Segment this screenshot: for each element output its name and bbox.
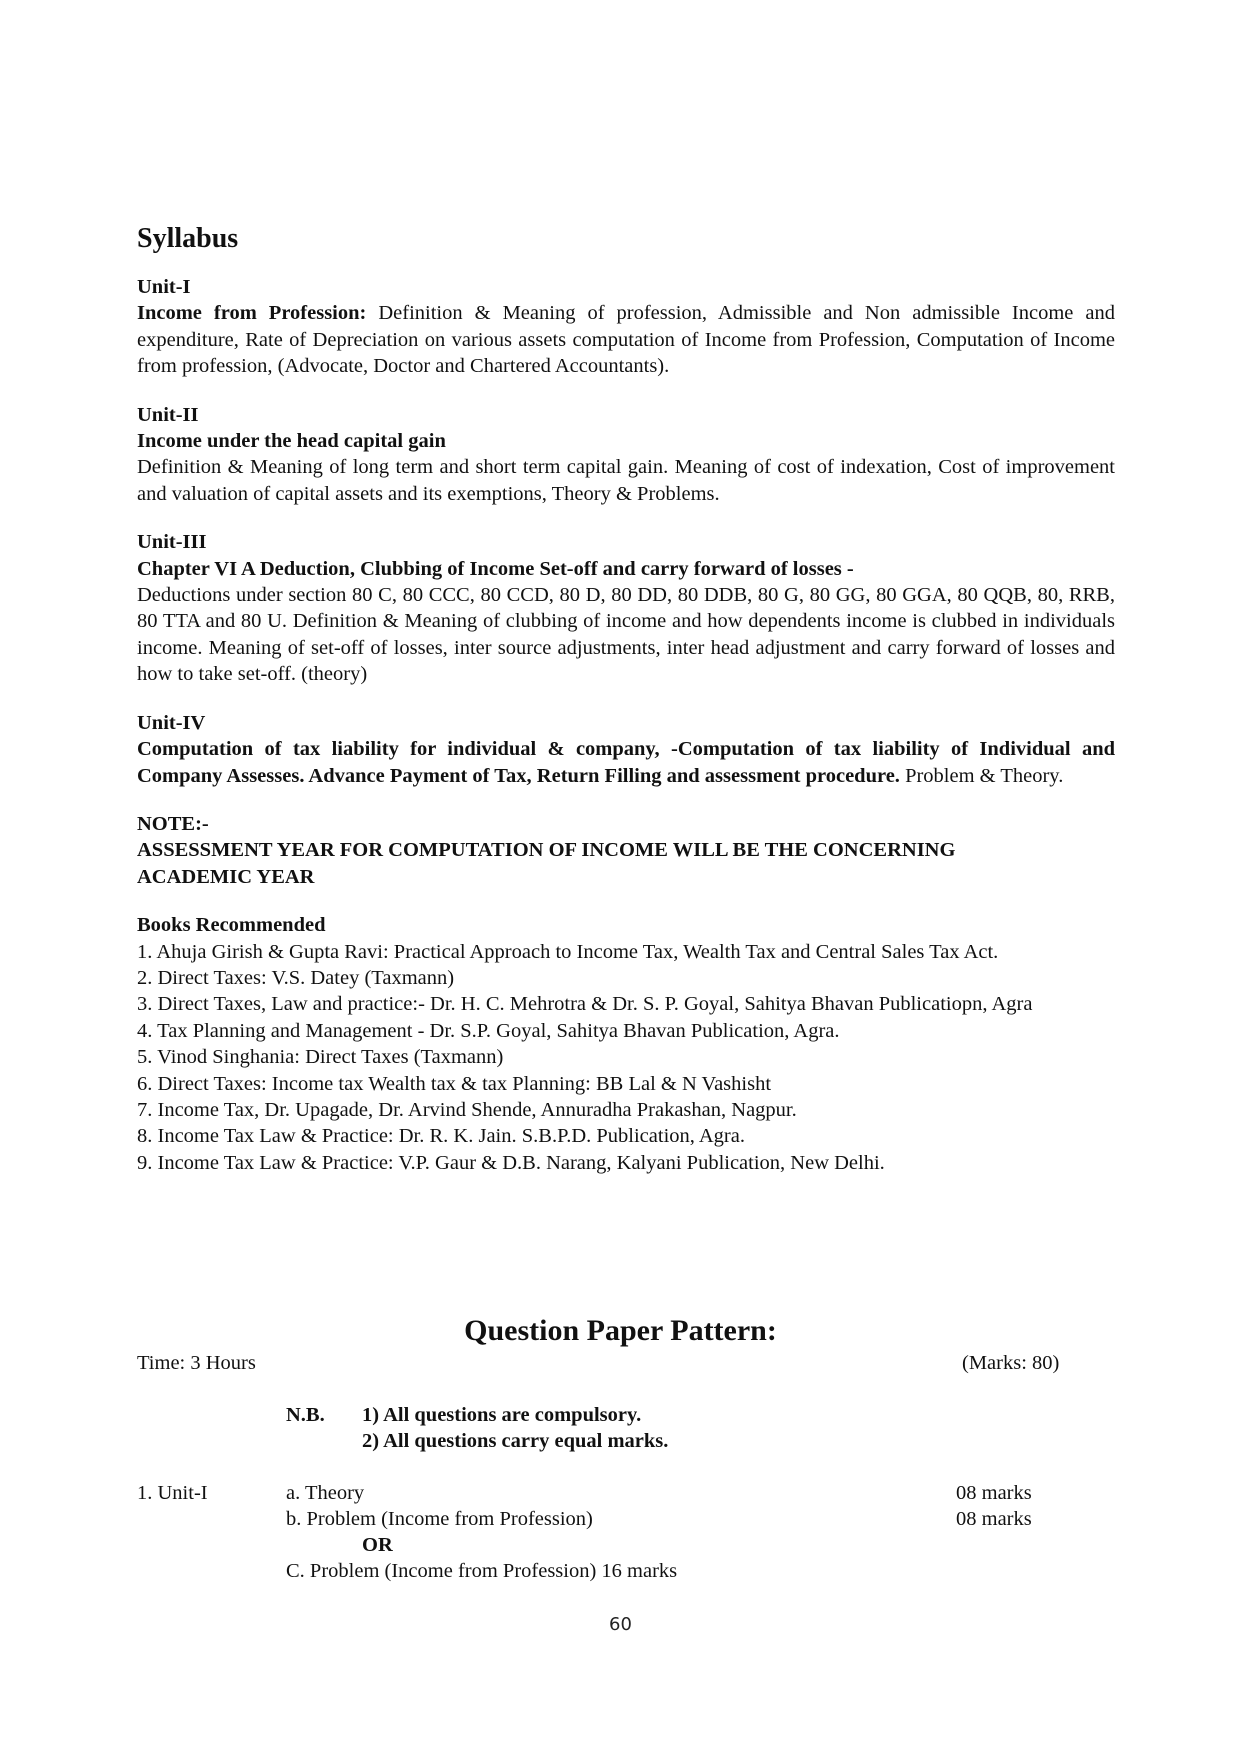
note-heading: NOTE:-: [137, 812, 209, 835]
question-1-part-b: b. Problem (Income from Profession): [286, 1508, 593, 1530]
unit-4-lead: Computation of tax liability for individual & company, -Computation of tax liability of Individual and Company Assesses. Advance Payment of Tax, Return Filling and assessment procedure.: [137, 738, 1115, 787]
question-1-label: 1. Unit-I: [137, 1482, 208, 1504]
book-item: 5. Vinod Singhania: Direct Taxes (Taxmann): [137, 1046, 504, 1069]
unit-2-subheading: Income under the head capital gain: [137, 430, 446, 453]
syllabus-content: [137, 222, 1115, 1176]
book-item: 2. Direct Taxes: V.S. Datey (Taxmann): [137, 966, 455, 989]
unit-4-body: [137, 736, 1115, 789]
unit-3-section: [137, 529, 1115, 687]
unit-3-subheading: Chapter VI A Deduction, Clubbing of Income Set-off and carry forward of losses -: [137, 557, 854, 580]
books-list: [137, 939, 1115, 1177]
unit-2-section: [137, 402, 1115, 508]
page-title: Syllabus: [137, 223, 239, 254]
books-heading: Books Recommended: [137, 914, 326, 937]
nb-instruction-1: 1) All questions are compulsory.: [362, 1404, 642, 1426]
unit-1-lead: Income from Profession:: [137, 302, 367, 325]
book-item: 7. Income Tax, Dr. Upagade, Dr. Arvind Shende, Annuradha Prakashan, Nagpur.: [137, 1098, 797, 1121]
unit-1-section: [137, 274, 1115, 380]
unit-1-text: Definition & Meaning of profession, Admissible and Non admissible Income and expenditure, Rate of Depreciation on various assets computation of Income from Profession, Computation of Income from profession, (Advocate, Doctor and Chartered Accountants).: [137, 302, 1116, 378]
note-text: ASSESSMENT YEAR FOR COMPUTATION OF INCOME WILL BE THE CONCERNING ACADEMIC YEAR: [137, 839, 956, 888]
time-label: Time: 3 Hours: [137, 1352, 256, 1374]
book-item: 4. Tax Planning and Management - Dr. S.P. Goyal, Sahitya Bhavan Publication, Agra.: [137, 1019, 840, 1042]
unit-4-section: [137, 710, 1115, 789]
book-item: 1. Ahuja Girish & Gupta Ravi: Practical Approach to Income Tax, Wealth Tax and Central Sales Tax Act.: [137, 940, 999, 963]
question-1-part-a-marks: 08 marks: [956, 1482, 1032, 1504]
nb-instruction-2: 2) All questions carry equal marks.: [362, 1430, 669, 1452]
note-section: [137, 811, 1115, 890]
book-item: 3. Direct Taxes, Law and practice:- Dr. H. C. Mehrotra & Dr. S. P. Goyal, Sahitya Bhavan Publicatiopn, Agra: [137, 993, 1033, 1016]
unit-3-heading: Unit-III: [137, 531, 207, 554]
marks-label: (Marks: 80): [962, 1352, 1060, 1374]
unit-1-heading: Unit-I: [137, 276, 191, 298]
question-1-part-b-marks: 08 marks: [956, 1508, 1032, 1530]
unit-1-body: [137, 300, 1115, 379]
unit-4-heading: Unit-IV: [137, 711, 206, 734]
question-1-part-a: a. Theory: [286, 1482, 365, 1504]
question-1-part-c: C. Problem (Income from Profession) 16 marks: [286, 1560, 678, 1582]
unit-3-text: Deductions under section 80 C, 80 CCC, 80 CCD, 80 D, 80 DD, 80 DDB, 80 G, 80 GG, 80 GGA, 80 QQB, 80, RRB, 80 TTA and 80 U. Definition & Meaning of clubbing of income and how dependents income is clubbed in individuals income. Meaning of set-off of losses, inter source adjustments, inter head adjustment and carry forward of losses and how to take set-off. (theory): [137, 584, 1115, 686]
or-label: OR: [362, 1534, 393, 1556]
nb-label: N.B.: [286, 1404, 325, 1426]
unit-2-text: Definition & Meaning of long term and short term capital gain. Meaning of cost of indexation, Cost of improvement and valuation of capital assets and its exemptions, Theory & Problems.: [137, 456, 1115, 505]
book-item: 6. Direct Taxes: Income tax Wealth tax & tax Planning: BB Lal & N Vashisht: [137, 1072, 772, 1095]
unit-2-heading: Unit-II: [137, 403, 199, 426]
unit-4-text: Problem & Theory.: [899, 764, 1064, 787]
book-item: 9. Income Tax Law & Practice: V.P. Gaur & D.B. Narang, Kalyani Publication, New Delhi.: [137, 1151, 885, 1174]
question-paper-pattern-title: Question Paper Pattern:: [464, 1314, 777, 1347]
page-number: 60: [609, 1614, 632, 1635]
book-item: 8. Income Tax Law & Practice: Dr. R. K. Jain. S.B.P.D. Publication, Agra.: [137, 1125, 745, 1148]
books-section: [137, 912, 1115, 1176]
